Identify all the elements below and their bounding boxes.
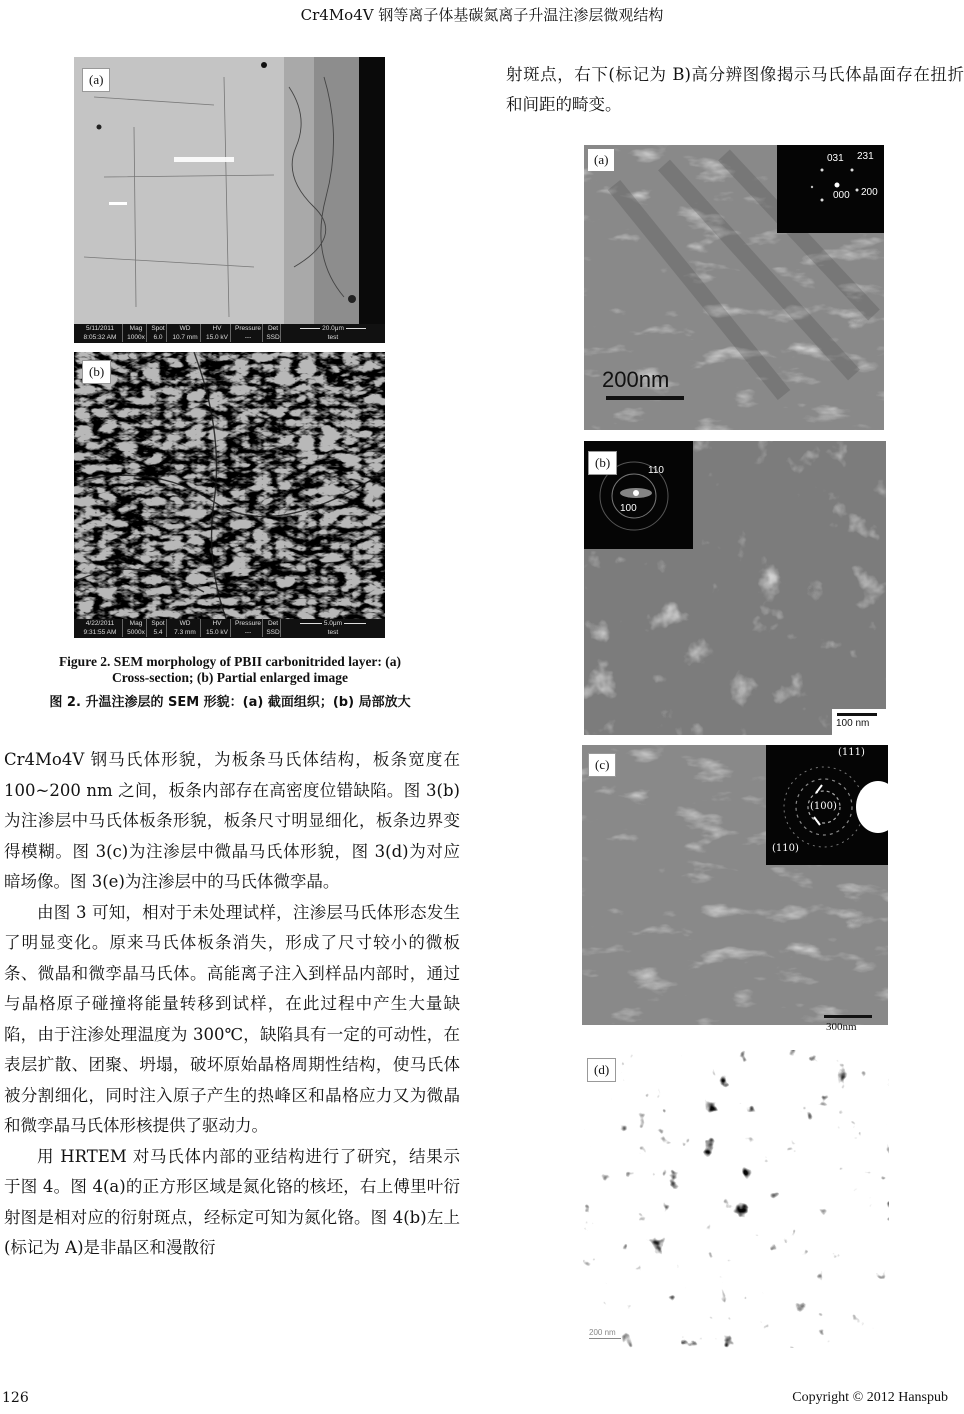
scale-bar-b — [837, 713, 877, 716]
spot-label-000: 000 — [833, 190, 850, 201]
paragraph-2: 由图 3 可知，相对于未处理试样，注渗层马氏体形态发生了明显变化。原来马氏体板条消失，形成了尺寸较小的微板条、微晶和微孪晶马氏体。高能离子注入到样品内部时，通过与晶格原子碰撞将能量转移到试样，在此过程中产生大量缺陷，由于注渗处理温度为 300℃，缺陷具有一定的可动性，在表层扩散、团聚、坍塌，破坏原始晶格周期性结构，使马氏体被分割细化，同时注入原子产生的热峰区和晶格应力又为微晶和微孪晶马氏体形核提供了驱动力。 — [4, 902, 460, 1135]
spot-label-031: 031 — [827, 153, 844, 164]
running-head: Cr4Mo4V 钢等离子体基碳氮离子升温注渗层微观结构 — [300, 6, 664, 24]
paragraph-3: 用 HRTEM 对马氏体内部的亚结构进行了研究，结果示于图 4。图 4(a)的正方形区域是氮化铬的核坯，右上傅里叶衍射图是相对应的衍射斑点，经标定可知为氮化铬。图 4(b)左上(标记为 A)是非晶区和漫散衍 — [4, 1146, 460, 1257]
figure3-panel-c-label: (c) — [588, 753, 616, 777]
left-column-text — [4, 745, 460, 1264]
sem-texture — [74, 352, 385, 638]
sem-databar-a: 5/11/2011 8:05:32 AM Mag 1000x Spot 6.0 WD 10.7 mm HV 15.0 kV Pressure --- Det SSD 20.0μm test — [74, 324, 385, 343]
tem-image-b — [584, 441, 886, 735]
figure3-panel-d-label: (d) — [587, 1058, 616, 1082]
spot-label-110: 110 — [648, 465, 664, 476]
scale-bar-a — [606, 396, 684, 400]
sem-texture — [74, 57, 385, 343]
tem-image-c — [582, 745, 888, 1042]
tem-image-a — [584, 145, 884, 430]
paragraph-1: Cr4Mo4V 钢马氏体形貌，为板条马氏体结构，板条宽度在 100~200 nm 之间，板条内部存在高密度位错缺陷。图 3(b)为注渗层中马氏体板条形貌，板条尺寸明显细化，板条边界变得模糊。图 3(c)为注渗层中微晶马氏体形貌，图 3(d)为对应暗场像。图 3(e)为注渗层中的马氏体微孪晶。 — [4, 750, 460, 891]
caption-en-line2: Cross-section; (b) Partial enlarged image — [112, 670, 348, 685]
figure2-caption-en — [0, 654, 460, 686]
ring-label-100: (100) — [810, 801, 837, 812]
scale-label-a: 200nm — [602, 367, 670, 392]
spot-label-200: 200 — [861, 187, 878, 198]
sem-databar-b: 4/22/2011 9:31:55 AM Mag 5000x Spot 5.4 WD 7.3 mm HV 15.0 kV Pressure --- Det SSD 5.0μm test — [74, 619, 385, 638]
diffraction-pattern-c — [766, 745, 888, 865]
sem-image-enlarged — [74, 352, 385, 638]
figure3-panel-a-label: (a) — [588, 149, 614, 171]
figure2-caption-zh: 图 2. 升温注渗层的 SEM 形貌：(a) 截面组织；(b) 局部放大 — [49, 695, 411, 710]
figure2-panel-b-label: (b) — [82, 360, 111, 384]
scale-label-c: 300nm — [826, 1021, 857, 1033]
caption-en-line1: Figure 2. SEM morphology of PBII carbonitrided layer: (a) — [58, 654, 402, 669]
ring-label-111: (111) — [838, 747, 865, 758]
sem-image-cross-section — [74, 57, 385, 343]
diffraction-pattern-a — [777, 145, 884, 233]
tem-texture — [583, 1050, 889, 1348]
tem-image-d-darkfield — [583, 1050, 889, 1348]
scale-label-b: 100 nm — [836, 718, 870, 729]
scale-box-b — [832, 709, 886, 735]
scale-bar-c — [824, 1015, 872, 1018]
copyright: Copyright © 2012 Hanspub — [792, 1390, 948, 1405]
ring-label-110: (110) — [772, 843, 799, 854]
right-column-text — [506, 60, 964, 120]
page-number: 126 — [2, 1390, 29, 1406]
figure3-panel-b-label: (b) — [588, 451, 617, 475]
figure2-panel-a-label: (a) — [82, 68, 110, 92]
right-paragraph-1: 射斑点，右下(标记为 B)高分辨图像揭示马氏体晶面存在扭折和间距的畸变。 — [506, 65, 964, 114]
scale-label-d: 200 nm — [589, 1328, 616, 1337]
scale-bar-d — [589, 1338, 621, 1339]
spot-label-100: 100 — [620, 503, 637, 514]
spot-label-231: 231 — [857, 151, 874, 162]
